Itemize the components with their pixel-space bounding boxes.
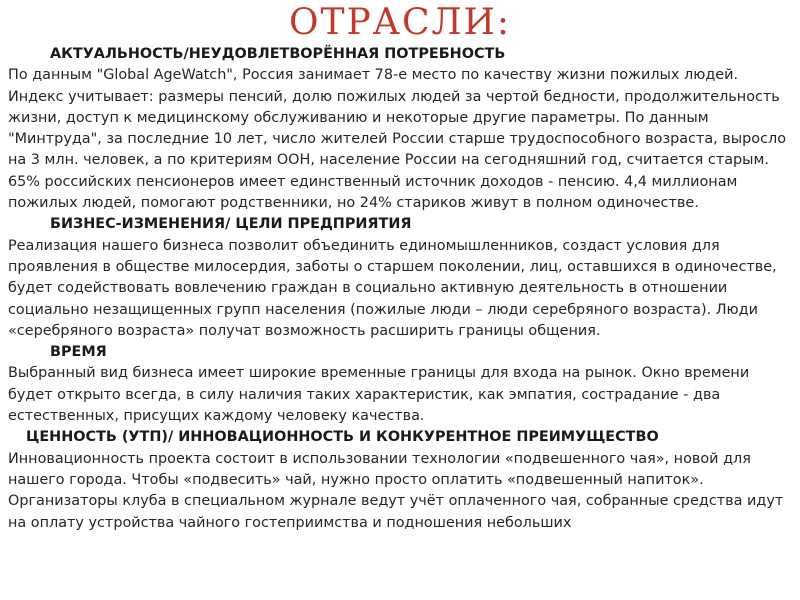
section-heading-value-usp: ЦЕННОСТЬ (УТП)/ ИННОВАЦИОННОСТЬ И КОНКУРЕНТНОЕ ПРЕИМУЩЕСТВО: [26, 429, 659, 446]
section-heading-time: ВРЕМЯ: [50, 344, 107, 361]
section-text-time: Выбранный вид бизнеса имеет широкие временные границы для входа на рынок. Окно времени будет открыто всегда, в силу наличия таких характеристик, как эмпатия, сострадание - два естественных, присущих каждому человеку качества.: [8, 365, 750, 425]
section-heading-relevance: АКТУАЛЬНОСТЬ/НЕУДОВЛЕТВОРЁННАЯ ПОТРЕБНОСТЬ: [50, 46, 506, 62]
section-text-relevance: По данным "Global AgeWatch", Россия занимает 78-е место по качеству жизни пожилых людей. Индекс учитывает: размеры пенсий, долю пожилых людей за чертой бедности, продолжительность жизни, доступ к медицинскому обслуживанию и некоторые другие параметры. По данным "Минтруда", за последние 10 лет, число жителей России старше трудоспособного возраста, выросло на 3 млн. человек, а по критериям ООН, население России на сегодняшний год, считается старым. 65% российских пенсионеров имеет единственный источник доходов - пенсию. 4,4 миллионам пожилых людей, помогают родственники, но 24% стариков живут в полном одиночестве.: [8, 67, 787, 212]
section-text-business-goals: Реализация нашего бизнеса позволит объединить единомышленников, создаст условия для проявления в обществе милосердия, заботы о старшем поколении, лиц, оставшихся в одиночестве, будет содействовать вовлечению граждан в социально активную деятельность в отношении социально незащищенных групп населения (пожилые люди – люди серебряного возраста). Люди «серебряного возраста» получат возможность расширить границы общения.: [8, 237, 777, 339]
slide-title: ОТРАСЛИ:: [288, 2, 512, 43]
section-text-value-usp: Инновационность проекта состоит в использовании технологии «подвешенного чая», новой для нашего города. Чтобы «подвесить» чай, нужно просто оплатить «подвешенный напиток». Организаторы клуба в специальном журнале ведут учёт оплаченного чая, собранные средства идут на оплату устройства чайного гостеприимства и подношения небольших: [8, 450, 784, 531]
section-heading-business-goals: БИЗНЕС-ИЗМЕНЕНИЯ/ ЦЕЛИ ПРЕДПРИЯТИЯ: [50, 216, 412, 233]
slide-content: [8, 44, 792, 534]
